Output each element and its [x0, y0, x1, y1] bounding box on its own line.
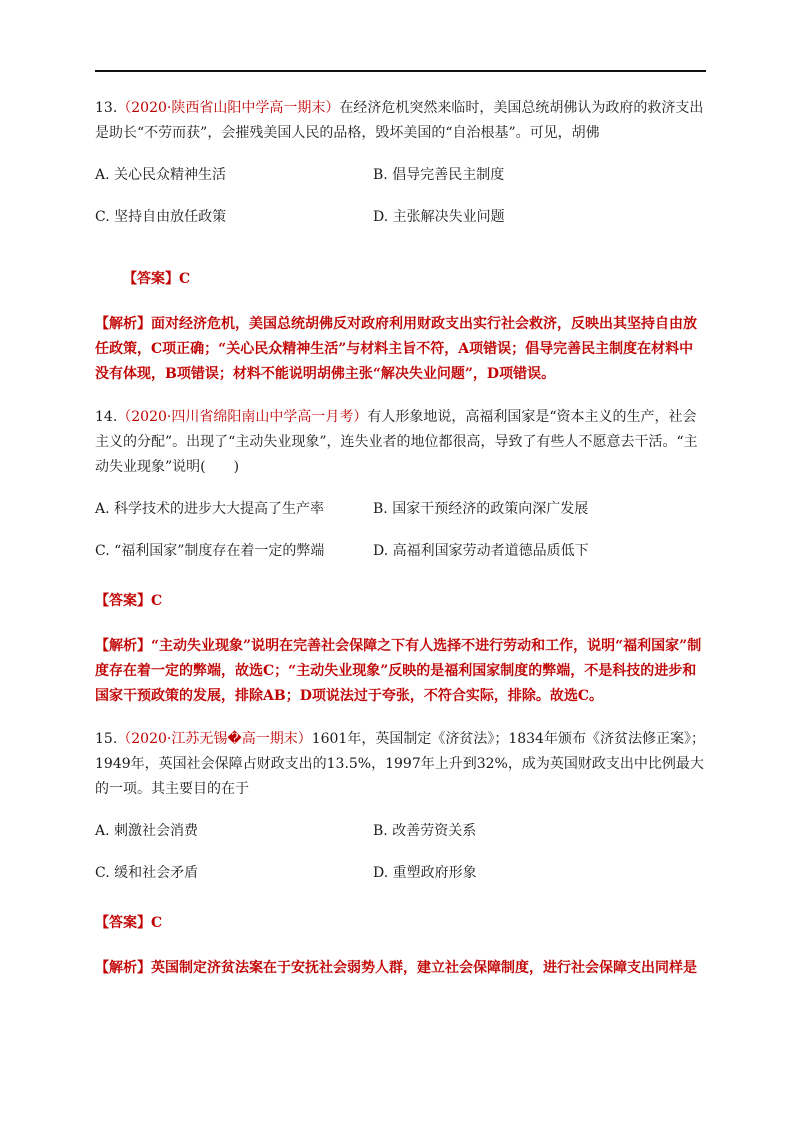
question-source: （2020·陕西省山阳中学高一期末）	[117, 100, 340, 116]
analysis: 【解析】英国制定济贫法案在于安抚社会弱势人群，建立社会保障制度，进行社会保障支出同样是	[95, 960, 697, 976]
option-a: A. 刺激社会消费	[95, 823, 199, 839]
option-d: D. 高福利国家劳动者道德品质低下	[373, 543, 589, 559]
option-b: B. 国家干预经济的政策向深广发展	[373, 501, 589, 517]
question-source: （2020·四川省绵阳南山中学高一月考）	[117, 409, 368, 425]
option-c: C. 坚持自由放任政策	[95, 209, 227, 225]
option-a: A. 关心民众精神生活	[95, 167, 227, 183]
options-grid	[95, 164, 707, 228]
header-rule	[95, 70, 706, 72]
analysis: 【解析】“主动失业现象”说明在完善社会保障之下有人选择不进行劳动和工作，说明“福利国家”制度存在着一定的弊端，故选C；“主动失业现象”反映的是福利国家制度的弊端，不是科技的进步和国家干预政策的发展，排除AB；D项说法过于夸张，不符合实际，排除。故选C。	[95, 638, 702, 704]
answer: 【答案】C	[95, 915, 163, 931]
question-stem	[95, 405, 707, 480]
question-number: 13.	[95, 100, 118, 116]
question-number: 14.	[95, 409, 118, 425]
analysis: 【解析】面对经济危机，美国总统胡佛反对政府利用财政支出实行社会救济，反映出其坚持自由放任政策，C项正确；“关心民众精神生活”与材料主旨不符，A项错误；倡导完善民主制度在材料中没有体现，B项错误；材料不能说明胡佛主张“解决失业问题”，D项错误。	[95, 316, 697, 382]
option-d: D. 重塑政府形象	[373, 865, 477, 881]
document-body	[95, 96, 707, 981]
question-13	[95, 96, 707, 387]
option-b: B. 改善劳资关系	[373, 823, 477, 839]
option-c: C. “福利国家”制度存在着一定的弊端	[95, 543, 325, 559]
option-b: B. 倡导完善民主制度	[373, 167, 505, 183]
question-15	[95, 727, 707, 981]
option-c: C. 缓和社会矛盾	[95, 865, 199, 881]
options-grid	[95, 498, 707, 562]
answer: 【答案】C	[95, 593, 163, 609]
question-text: 有人形象地说，高福利国家是“资本主义的生产，社会主义的分配”。出现了“主动失业现象”，连失业者的地位都很高，导致了有些人不愿意去干活。“主动失业现象”说明( )	[95, 409, 698, 475]
question-text: 在经济危机突然来临时，美国总统胡佛认为政府的救济支出是助长“不劳而获”，会摧残美国人民的品格，毁坏美国的“自治根基”。可见，胡佛	[95, 100, 704, 141]
question-stem	[95, 727, 707, 802]
option-a: A. 科学技术的进步大大提高了生产率	[95, 501, 325, 517]
options-grid	[95, 820, 707, 884]
question-14	[95, 405, 707, 709]
answer: 【答案】C	[123, 271, 191, 287]
question-stem	[95, 96, 707, 146]
question-number: 15.	[95, 731, 118, 747]
option-d: D. 主张解决失业问题	[373, 209, 505, 225]
question-text: 1601年，英国制定《济贫法》；1834年颁布《济贫法修正案》；1949年，英国社会保障占财政支出的13.5%，1997年上升到32%，成为英国财政支出中比例最大的一项。其主要目的在于	[95, 731, 705, 797]
question-source: （2020·江苏无锡�高一期末）	[117, 731, 312, 747]
